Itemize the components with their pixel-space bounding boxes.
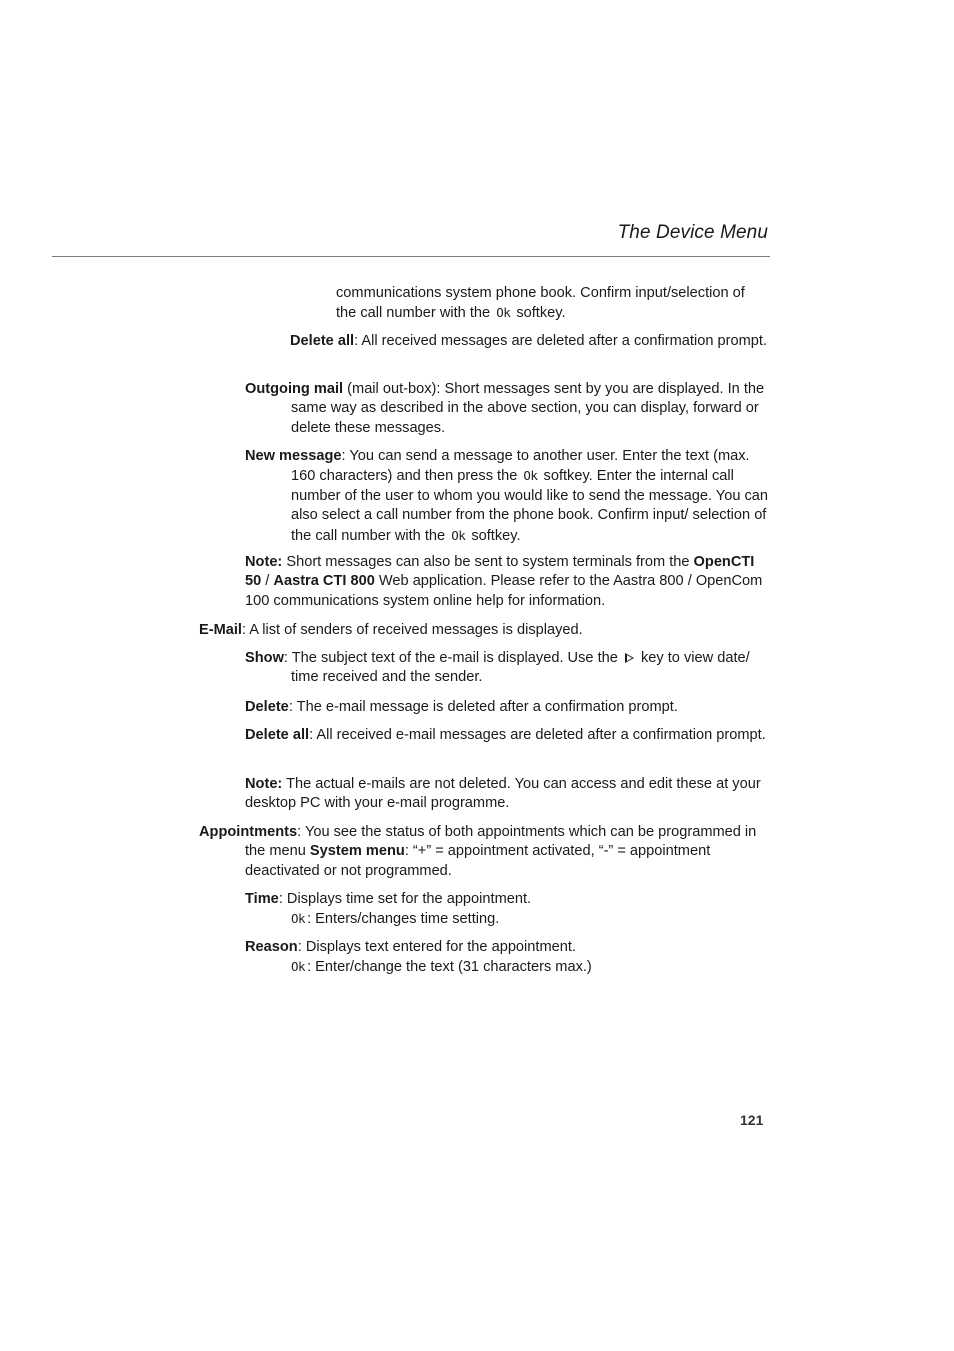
item-label: Outgoing mail: [245, 381, 344, 397]
item-text: : You see the status of both appointments which can be programmed in the menu: [245, 824, 757, 860]
ok-softkey-label: Ok: [496, 305, 511, 321]
item-text: softkey. Enter the internal call number of the user to whom you would like to send the message. You can also select a call number from the phone book. Confirm input/ selection of the call number with the: [291, 468, 769, 544]
new-message-item: [245, 447, 769, 546]
note-text: Web application. Please refer to the Aastra 800 / OpenCom 100 communications system online help for information.: [245, 573, 763, 609]
paragraph-text: communications system phone book. Confirm input/selection of the call number with the: [336, 285, 745, 322]
item-text: : All received e-mail messages are deleted after a confirmation prompt.: [309, 727, 766, 743]
item-text: : A list of senders of received messages is displayed.: [241, 622, 583, 638]
item-text: : “+” = appointment activated, “-” = appointment deactivated or not programmed.: [245, 843, 711, 879]
ok-softkey-label: Ok: [523, 468, 538, 484]
item-text: : Displays time set for the appointment.: [278, 891, 532, 907]
item-text: softkey.: [471, 527, 521, 544]
delete-all-messages-item: [290, 332, 768, 351]
item-text: : The e-mail message is deleted after a confirmation prompt.: [288, 699, 678, 715]
item-text: : Enter/change the text (31 characters max.): [307, 959, 592, 976]
ok-softkey-label: Ok: [451, 527, 466, 543]
separator-text: /: [265, 573, 270, 590]
note-text: The actual e-mails are not deleted. You can access and edit these at your desktop PC with your e-mail programme.: [245, 776, 761, 812]
reason-description-line: [245, 938, 769, 957]
item-text: : The subject text of the e-mail is displayed. Use the: [283, 650, 618, 666]
item-label: Delete: [245, 699, 289, 715]
time-item: [245, 890, 769, 930]
item-text: key to view date/ time received and the sender.: [291, 650, 750, 686]
note-text: Short messages can also be sent to system terminals from the: [286, 554, 690, 570]
item-label: Reason: [245, 939, 298, 955]
menu-name: System menu: [309, 843, 405, 860]
item-label: Delete all: [290, 333, 355, 349]
item-label: Show: [245, 650, 284, 666]
delete-email-item: [245, 698, 769, 717]
time-ok-line: [245, 909, 769, 929]
outgoing-mail-item: [245, 380, 769, 438]
ok-softkey-label: Ok: [291, 959, 306, 975]
phonebook-continuation-paragraph: [336, 284, 768, 324]
time-description-line: [245, 890, 769, 909]
item-label: New message: [245, 448, 342, 464]
item-text: : All received messages are deleted after a confirmation prompt.: [354, 333, 767, 349]
reason-item: [245, 938, 769, 978]
reason-ok-line: [245, 957, 769, 977]
item-text: : Enters/changes time setting.: [307, 911, 500, 928]
show-item: [245, 649, 769, 688]
item-label: Appointments: [199, 824, 298, 840]
item-label: E-Mail: [199, 622, 242, 638]
item-text: (mail out-box): Short messages sent by you are displayed. In the same way as described in the above section, you can display, forward or delete these messages.: [291, 381, 765, 436]
email-item: [199, 621, 769, 640]
appointments-item: [199, 823, 769, 881]
page-header-title: The Device Menu: [617, 222, 768, 243]
item-label: Delete all: [245, 727, 310, 743]
paragraph-text: softkey.: [516, 305, 566, 322]
ok-softkey-label: Ok: [291, 911, 306, 927]
header-rule: [52, 256, 770, 257]
item-label: Time: [245, 891, 279, 907]
item-text: : Displays text entered for the appointment.: [297, 939, 576, 955]
product-name: Aastra CTI 800: [273, 573, 375, 590]
item-text: : You can send a message to another user. Enter the text (max. 160 characters) and then press the: [291, 448, 750, 485]
note-label: Note:: [245, 776, 283, 792]
sms-note-paragraph: [245, 553, 769, 611]
delete-all-emails-item: [245, 726, 769, 745]
email-note-paragraph: [245, 775, 769, 814]
note-label: Note:: [245, 554, 283, 570]
right-arrow-key-icon: [625, 653, 634, 663]
page-number: 121: [740, 1112, 764, 1128]
product-name: OpenCTI 50: [245, 554, 755, 590]
